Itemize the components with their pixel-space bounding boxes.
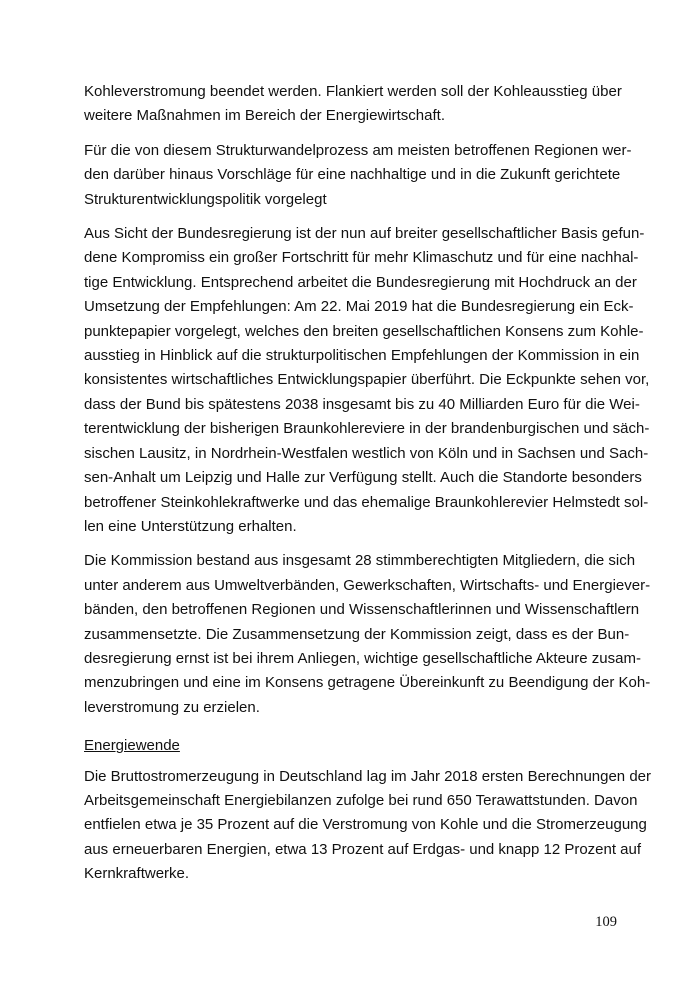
text-line: menzubringen und eine im Konsens getragene Übereinkunft zu Beendigung der Koh-: [84, 674, 651, 692]
text-line: Kernkraftwerke.: [84, 865, 190, 883]
paragraph-3: [84, 222, 650, 539]
text-line: Umsetzung der Empfehlungen: Am 22. Mai 2019 hat die Bundesregierung ein Eck-: [84, 298, 634, 316]
text-line: unter anderem aus Umweltverbänden, Gewerkschaften, Wirtschafts- und Energiever-: [84, 576, 651, 594]
text-line: ausstieg in Hinblick auf die strukturpolitischen Empfehlungen der Kommission in ein: [84, 347, 640, 365]
page-number: 109: [595, 914, 617, 930]
text-line: sischen Lausitz, in Nordrhein-Westfalen westlich von Köln und in Sachsen und Sach-: [84, 444, 649, 462]
text-line: den darüber hinaus Vorschläge für eine nachhaltige und in die Zukunft gerichtete: [84, 166, 621, 184]
text-line: aus erneuerbaren Energien, etwa 13 Prozent auf Erdgas- und knapp 12 Prozent auf: [84, 840, 642, 858]
text-line: Die Kommission bestand aus insgesamt 28 stimmberechtigten Mitgliedern, die sich: [84, 552, 636, 570]
paragraph-4: [84, 549, 651, 720]
text-line: Aus Sicht der Bundesregierung ist der nun auf breiter gesellschaftlicher Basis gefun-: [84, 225, 645, 243]
paragraph-1: [84, 80, 622, 129]
text-line: Arbeitsgemeinschaft Energiebilanzen zufolge bei rund 650 Terawattstunden. Davon: [84, 791, 638, 809]
text-line: bänden, den betroffenen Regionen und Wissenschaftlerinnen und Wissenschaftlern: [84, 601, 640, 619]
text-line: Kohleverstromung beendet werden. Flankiert werden soll der Kohleausstieg über: [84, 83, 622, 100]
text-line: weitere Maßnahmen im Bereich der Energiewirtschaft.: [84, 107, 445, 125]
text-line: zusammensetzte. Die Zusammensetzung der Kommission zeigt, dass es der Bun-: [84, 625, 630, 643]
paragraph-2: [84, 139, 632, 212]
text-line: Die Bruttostromerzeugung in Deutschland lag im Jahr 2018 ersten Berechnungen der: [84, 767, 651, 785]
text-line: betroffener Steinkohlekraftwerke und das ehemalige Braunkohlerevier Helmstedt sol-: [84, 493, 649, 511]
text-line: sen-Anhalt um Leipzig und Halle zur Verfügung stellt. Auch die Standorte besonders: [84, 469, 642, 487]
text-line: tige Entwicklung. Entsprechend arbeitet die Bundesregierung mit Hochdruck an der: [84, 273, 637, 291]
text-line: leverstromung zu erzielen.: [84, 698, 260, 716]
text-line: Strukturentwicklungspolitik vorgelegt: [84, 190, 327, 208]
text-line: dass der Bund bis spätestens 2038 insgesamt bis zu 40 Milliarden Euro für die Wei-: [84, 395, 640, 413]
body-text: [84, 80, 651, 897]
text-line: len eine Unterstützung erhalten.: [84, 517, 297, 535]
text-line: desregierung ernst ist bei ihrem Anliegen, wichtige gesellschaftliche Akteure zusam-: [84, 649, 641, 667]
text-line: konsistentes wirtschaftliches Entwicklungspapier überführt. Die Eckpunkte sehen vor,: [84, 371, 650, 389]
text-line: entfielen etwa je 35 Prozent auf die Verstromung von Kohle und die Stromerzeugung: [84, 816, 647, 834]
paragraph-5: [84, 765, 651, 887]
text-line: Für die von diesem Strukturwandelprozess am meisten betroffenen Regionen wer-: [84, 141, 632, 159]
text-line: terentwicklung der bisherigen Braunkohlereviere in der brandenburgischen und säch-: [84, 420, 650, 438]
text-line: dene Kompromiss ein großer Fortschritt für mehr Klimaschutz und für eine nachhal-: [84, 249, 639, 267]
section-heading: Energiewende: [84, 737, 180, 755]
text-line: punktepapier vorgelegt, welches den breiten gesellschaftlichen Konsens zum Kohle-: [84, 322, 644, 340]
